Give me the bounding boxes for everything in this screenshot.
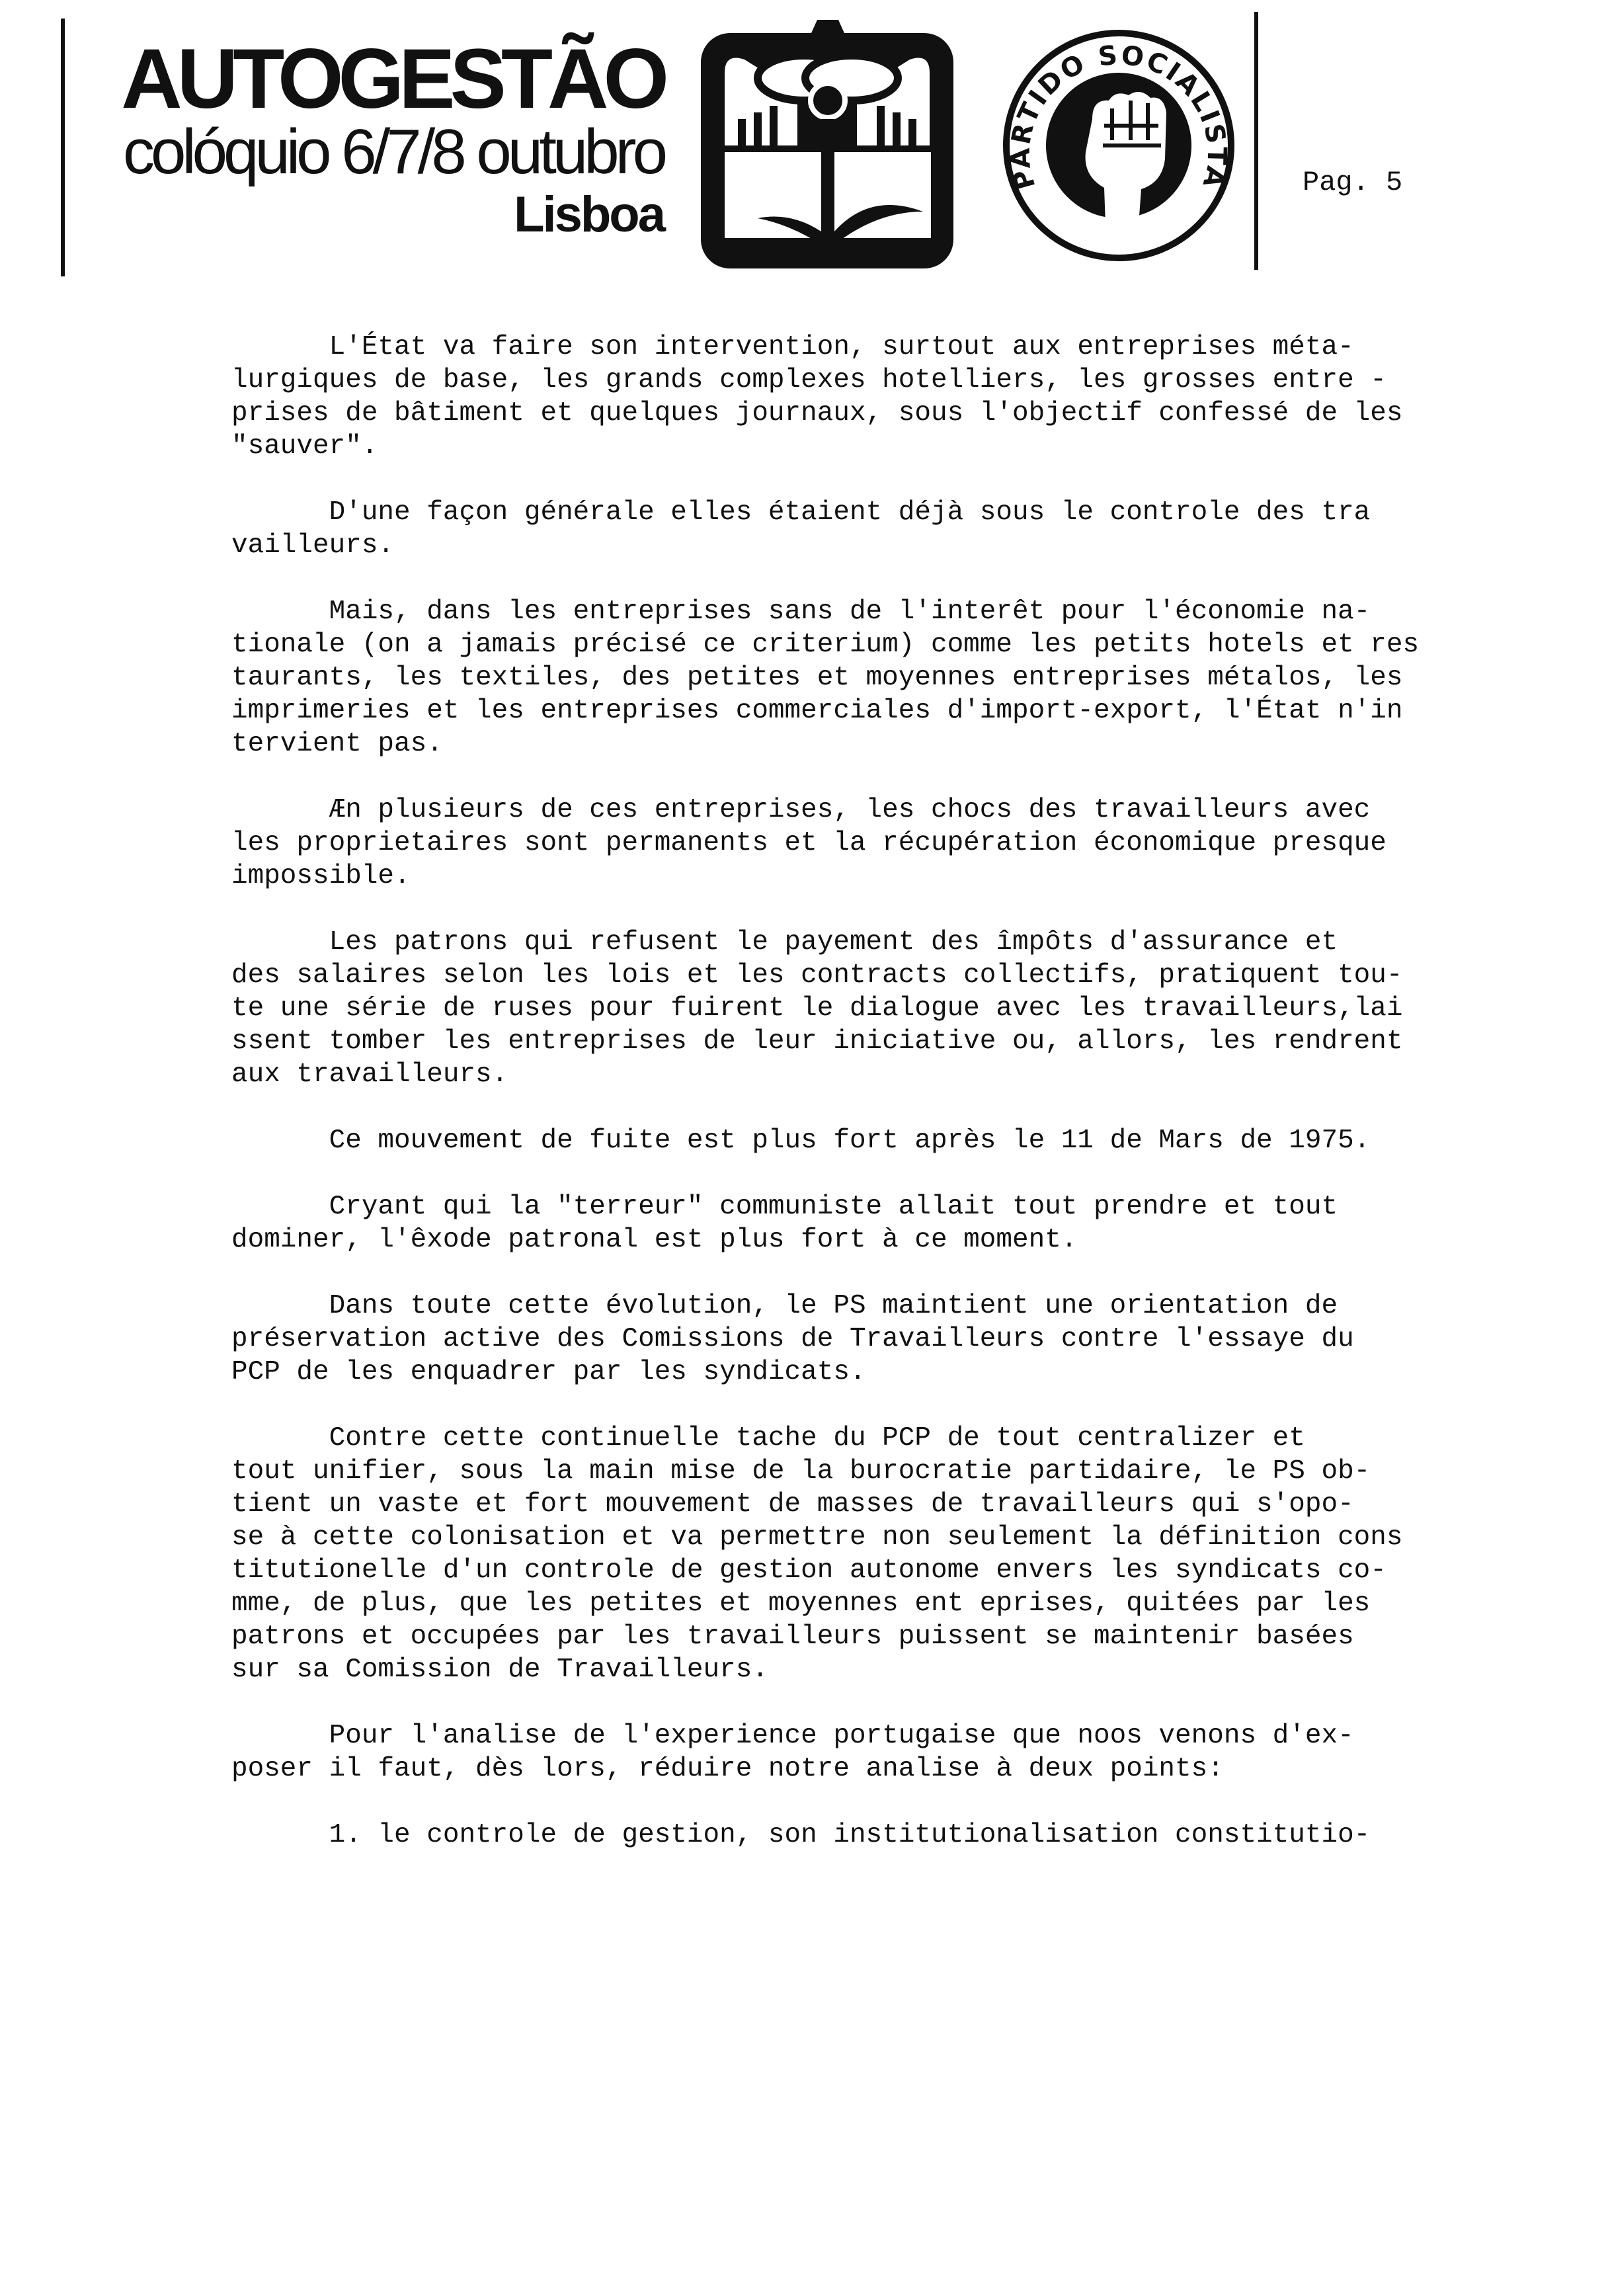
text-line: "sauver". [231,431,378,462]
text-line: imprimeries et les entreprises commerciales d'import-export, l'État n'in [231,696,1403,726]
text-line: lurgiques de base, les grands complexes hotelliers, les grosses entre - [231,365,1387,395]
text-line: ssent tomber les entreprises de leur iniciative ou, allors, les rendrent [231,1026,1403,1057]
text-line: Contre cette continuelle tache du PCP de tout centralizer et [231,1423,1305,1454]
right-divider-line [1254,12,1258,270]
document-body [231,331,1488,1885]
autogestao-logo [698,20,956,271]
paragraph [231,1190,1488,1256]
text-line: tout unifier, sous la main mise de la burocratie partidaire, le PS ob- [231,1456,1371,1487]
text-line: des salaires selon les lois et les contracts collectifs, pratiquent tou- [231,960,1403,991]
text-line: sur sa Comission de Travailleurs. [231,1655,768,1685]
paragraph [231,1290,1488,1389]
paragraph [231,1819,1488,1852]
document-title: AUTOGESTÃO [121,32,664,126]
seal-lettering [1000,26,1238,265]
svg-text:PARTIDO SOCIALISTA [1005,40,1232,192]
paragraph [231,331,1488,463]
text-line: patrons et occupées par les travailleurs puissent se maintenir basées [231,1621,1354,1652]
text-line: dominer, l'êxode patronal est plus fort à ce moment. [231,1225,1078,1255]
text-line: prises de bâtiment et quelques journaux, sous l'objectif confessé de les [231,398,1403,429]
paragraph [231,1422,1488,1686]
header-title-block [121,32,664,245]
text-line: tionale (on a jamais précisé ce criterium) comme les petits hotels et res [231,630,1420,660]
text-line: L'État va faire son intervention, surtout aux entreprises méta- [231,332,1354,362]
text-line: Les patrons qui refusent le payement des împôts d'assurance et [231,927,1338,958]
text-line: Mais, dans les entreprises sans de l'interêt pour l'économie na- [231,596,1371,627]
text-line: les proprietaires sont permanents et la récupération économique presque [231,828,1387,858]
text-line: taurants, les textiles, des petites et moyennes entreprises métalos, les [231,663,1403,693]
paragraph [231,926,1488,1091]
paragraph [231,1124,1488,1157]
partido-socialista-seal [1000,26,1238,265]
text-line: Cryant qui la "terreur" communiste allait tout prendre et tout [231,1192,1338,1222]
document-subtitle: colóquio 6/7/8 outubro [122,116,664,187]
text-line: Dans toute cette évolution, le PS maintient une orientation de [231,1291,1338,1321]
paragraph [231,595,1488,760]
text-line: Ce mouvement de fuite est plus fort après le 11 de Mars de 1975. [231,1126,1371,1156]
paragraph [231,794,1488,893]
text-line: 1. le controle de gestion, son institutionalisation constitutio- [231,1820,1371,1850]
left-divider-line [61,19,65,276]
text-line: tient un vaste et fort mouvement de masses de travailleurs qui s'opo- [231,1489,1354,1520]
text-line: PCP de les enquadrer par les syndicats. [231,1357,866,1387]
text-line: titutionelle d'un controle de gestion autonome envers les syndicats co- [231,1555,1387,1586]
seal-text: PARTIDO SOCIALISTA [1005,40,1232,193]
text-line: se à cette colonisation et va permettre non seulement la définition cons [231,1522,1403,1553]
text-line: te une série de ruses pour fuirent le dialogue avec les travailleurs,lai [231,993,1403,1024]
page-number: Pag. 5 [1303,167,1403,198]
text-line: mme, de plus, que les petites et moyennes ent eprises, quitées par les [231,1588,1371,1619]
paragraph [231,496,1488,562]
text-line: vailleurs. [231,530,395,561]
text-line: impossible. [231,861,411,891]
text-line: Æn plusieurs de ces entreprises, les chocs des travailleurs avec [231,795,1371,825]
text-line: préservation active des Comissions de Travailleurs contre l'essaye du [231,1324,1354,1354]
text-line: aux travailleurs. [231,1059,508,1090]
paragraph [231,1719,1488,1785]
text-line: poser il faut, dès lors, réduire notre analise à deux points: [231,1754,1224,1784]
text-line: tervient pas. [231,729,443,759]
text-line: Pour l'analise de l'experience portugaise que noos venons d'ex- [231,1721,1354,1751]
document-city: Lisboa [514,186,664,243]
text-line: D'une façon générale elles étaient déjà sous le controle des tra [231,497,1371,528]
